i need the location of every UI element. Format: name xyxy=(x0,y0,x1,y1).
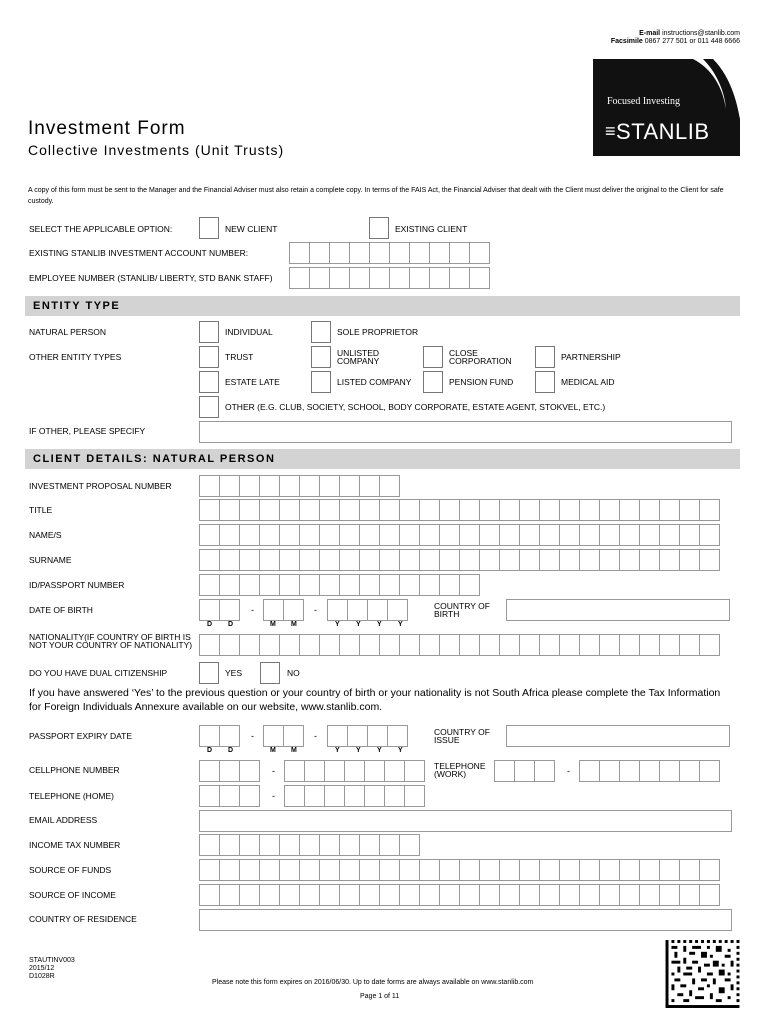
fax-label: Facsimile xyxy=(610,38,643,45)
other-checkbox[interactable] xyxy=(199,396,219,418)
names-input[interactable] xyxy=(199,524,719,546)
medical-aid-label: MEDICAL AID xyxy=(561,377,615,387)
dob-day-input[interactable] xyxy=(199,599,239,621)
dob-d1: D xyxy=(207,621,213,628)
pension-fund-checkbox[interactable] xyxy=(423,371,443,393)
source-of-income-label: SOURCE OF INCOME xyxy=(29,890,116,900)
existing-client-label: EXISTING CLIENT xyxy=(395,224,468,234)
country-of-residence-input[interactable] xyxy=(199,909,732,931)
source-of-funds-label: SOURCE OF FUNDS xyxy=(29,865,112,875)
nationality-label: NATIONALITY(IF COUNTRY OF BIRTH IS NOT YOUR COUNTRY OF NATIONALITY) xyxy=(29,632,193,650)
individual-label: INDIVIDUAL xyxy=(225,327,273,337)
fax-value: 0867 277 501 or 011 448 6666 xyxy=(644,38,740,45)
stanlib-logo xyxy=(593,59,740,156)
tax-note: If you have answered ‘Yes’ to the previous question or your country of birth or your nationality is not South Africa please complete the Tax Information for Foreign Individuals Annexure available on our website, www.stanlib.com. xyxy=(29,687,721,713)
income-tax-input[interactable] xyxy=(199,834,419,856)
page-title: Investment Form xyxy=(28,118,186,139)
dob-y3: Y xyxy=(377,621,382,628)
if-other-label: IF OTHER, PLEASE SPECIFY xyxy=(29,426,146,436)
source-of-income-input[interactable] xyxy=(199,884,719,906)
dual-yes-checkbox[interactable] xyxy=(199,662,219,684)
natural-person-label: NATURAL PERSON xyxy=(29,327,106,337)
id-number-label: ID/PASSPORT NUMBER xyxy=(29,580,125,590)
email-address-label: EMAIL ADDRESS xyxy=(29,815,98,825)
telephone-home-code-input[interactable] xyxy=(199,785,259,807)
dual-yes-label: YES xyxy=(225,668,243,678)
estate-late-checkbox[interactable] xyxy=(199,371,219,393)
passport-expiry-label: PASSPORT EXPIRY DATE xyxy=(29,731,132,741)
employee-number-label: EMPLOYEE NUMBER (STANLIB/ LIBERTY, STD BANK STAFF) xyxy=(29,273,273,283)
dual-no-label: NO xyxy=(287,668,300,678)
passport-d1: D xyxy=(207,747,213,754)
nationality-input[interactable] xyxy=(199,634,719,656)
passport-d2: D xyxy=(228,747,234,754)
telephone-work-dash: - xyxy=(567,766,570,776)
email-value[interactable]: instructions@stanlib.com xyxy=(662,30,740,37)
form-code: STAUTINV003 xyxy=(29,957,75,964)
proposal-number-input[interactable] xyxy=(199,475,399,497)
title-label: TITLE xyxy=(29,505,53,515)
unlisted-company-label: UNLISTED COMPANY xyxy=(337,348,380,366)
account-number-input[interactable] xyxy=(289,242,489,264)
passport-y2: Y xyxy=(356,747,361,754)
passport-dash-2: - xyxy=(314,731,317,741)
country-of-issue-label: COUNTRY OF ISSUE xyxy=(434,727,490,745)
page-subtitle: Collective Investments (Unit Trusts) xyxy=(28,142,285,158)
close-corporation-checkbox[interactable] xyxy=(423,346,443,368)
title-input[interactable] xyxy=(199,499,719,521)
employee-number-input[interactable] xyxy=(289,267,489,289)
source-of-funds-input[interactable] xyxy=(199,859,719,881)
option-label: SELECT THE APPLICABLE OPTION: xyxy=(29,224,173,234)
telephone-work-label: TELEPHONE (WORK) xyxy=(434,761,486,779)
trust-label: TRUST xyxy=(225,352,254,362)
entity-type-heading: ENTITY TYPE xyxy=(25,296,740,316)
page-number: Page 1 of 11 xyxy=(360,993,400,1000)
country-of-issue-input[interactable] xyxy=(506,725,730,747)
country-of-birth-input[interactable] xyxy=(506,599,730,621)
proposal-number-label: INVESTMENT PROPOSAL NUMBER xyxy=(29,481,172,491)
cellphone-number-input[interactable] xyxy=(284,760,424,782)
partnership-checkbox[interactable] xyxy=(535,346,555,368)
individual-checkbox[interactable] xyxy=(199,321,219,343)
listed-company-checkbox[interactable] xyxy=(311,371,331,393)
dob-y4: Y xyxy=(398,621,403,628)
other-label: OTHER (E.G. CLUB, SOCIETY, SCHOOL, BODY CORPORATE, ESTATE AGENT, STOKVEL, ETC.) xyxy=(225,402,606,412)
surname-label: SURNAME xyxy=(29,555,72,565)
telephone-work-code-input[interactable] xyxy=(494,760,554,782)
account-number-label: EXISTING STANLIB INVESTMENT ACCOUNT NUMBER: xyxy=(29,248,249,258)
qr-code-icon xyxy=(665,940,740,1008)
country-of-birth-label: COUNTRY OF BIRTH xyxy=(434,601,490,619)
cellphone-code-input[interactable] xyxy=(199,760,259,782)
passport-y3: Y xyxy=(377,747,382,754)
intro-text: A copy of this form must be sent to the Manager and the Financial Adviser must also retain a complete copy. In terms of the FAIS Act, the Financial Adviser that dealt with the Client must deliver the original to the Client for safe custody. xyxy=(28,187,724,205)
dob-label: DATE OF BIRTH xyxy=(29,605,93,615)
passport-y1: Y xyxy=(335,747,340,754)
form-ref-code: D1028R xyxy=(29,973,55,980)
dob-d2: D xyxy=(228,621,234,628)
other-entity-label: OTHER ENTITY TYPES xyxy=(29,352,122,362)
passport-y4: Y xyxy=(398,747,403,754)
telephone-home-dash: - xyxy=(272,791,275,801)
passport-m1: M xyxy=(270,747,276,754)
dob-month-input[interactable] xyxy=(263,599,303,621)
passport-day-input[interactable] xyxy=(199,725,239,747)
dual-citizenship-label: DO YOU HAVE DUAL CITIZENSHIP xyxy=(29,668,168,678)
sole-proprietor-label: SOLE PROPRIETOR xyxy=(337,327,419,337)
telephone-home-label: TELEPHONE (HOME) xyxy=(29,791,115,801)
dob-m2: M xyxy=(291,621,297,628)
email-address-input[interactable] xyxy=(199,810,732,832)
footer-codes xyxy=(29,957,75,981)
dob-y1: Y xyxy=(335,621,340,628)
cellphone-dash: - xyxy=(272,766,275,776)
estate-late-label: ESTATE LATE xyxy=(225,377,280,387)
names-label: NAME/S xyxy=(29,530,62,540)
logo-tagline: Focused Investing xyxy=(607,96,681,107)
passport-m2: M xyxy=(291,747,297,754)
dob-dash-2: - xyxy=(314,605,317,615)
listed-company-label: LISTED COMPANY xyxy=(337,377,412,387)
cellphone-label: CELLPHONE NUMBER xyxy=(29,765,120,775)
id-number-input[interactable] xyxy=(199,574,479,596)
passport-year-input[interactable] xyxy=(327,725,407,747)
trust-checkbox[interactable] xyxy=(199,346,219,368)
contact-block xyxy=(611,30,740,46)
expiry-note: Please note this form expires on 2016/06/30. Up to date forms are always available on www.stanlib.com xyxy=(212,979,534,986)
passport-month-input[interactable] xyxy=(263,725,303,747)
new-client-checkbox[interactable] xyxy=(199,217,219,239)
logo-brand: ≡STANLIB xyxy=(605,119,710,144)
medical-aid-checkbox[interactable] xyxy=(535,371,555,393)
dob-m1: M xyxy=(270,621,276,628)
unlisted-company-checkbox[interactable] xyxy=(311,346,331,368)
telephone-home-number-input[interactable] xyxy=(284,785,424,807)
dob-year-input[interactable] xyxy=(327,599,407,621)
existing-client-checkbox[interactable] xyxy=(369,217,389,239)
client-details-heading: CLIENT DETAILS: NATURAL PERSON xyxy=(25,449,740,469)
dob-y2: Y xyxy=(356,621,361,628)
partnership-label: PARTNERSHIP xyxy=(561,352,621,362)
sole-proprietor-checkbox[interactable] xyxy=(311,321,331,343)
telephone-work-number-input[interactable] xyxy=(579,760,719,782)
country-of-residence-label: COUNTRY OF RESIDENCE xyxy=(29,914,137,924)
close-corporation-label: CLOSE CORPORATION xyxy=(449,348,512,366)
email-label: E-mail xyxy=(639,30,661,37)
new-client-label: NEW CLIENT xyxy=(225,224,278,234)
income-tax-label: INCOME TAX NUMBER xyxy=(29,840,121,850)
dual-no-checkbox[interactable] xyxy=(260,662,280,684)
passport-dash-1: - xyxy=(251,731,254,741)
if-other-input[interactable] xyxy=(199,421,732,443)
dob-dash-1: - xyxy=(251,605,254,615)
pension-fund-label: PENSION FUND xyxy=(449,377,514,387)
surname-input[interactable] xyxy=(199,549,719,571)
form-date-code: 2015/12 xyxy=(29,965,55,972)
